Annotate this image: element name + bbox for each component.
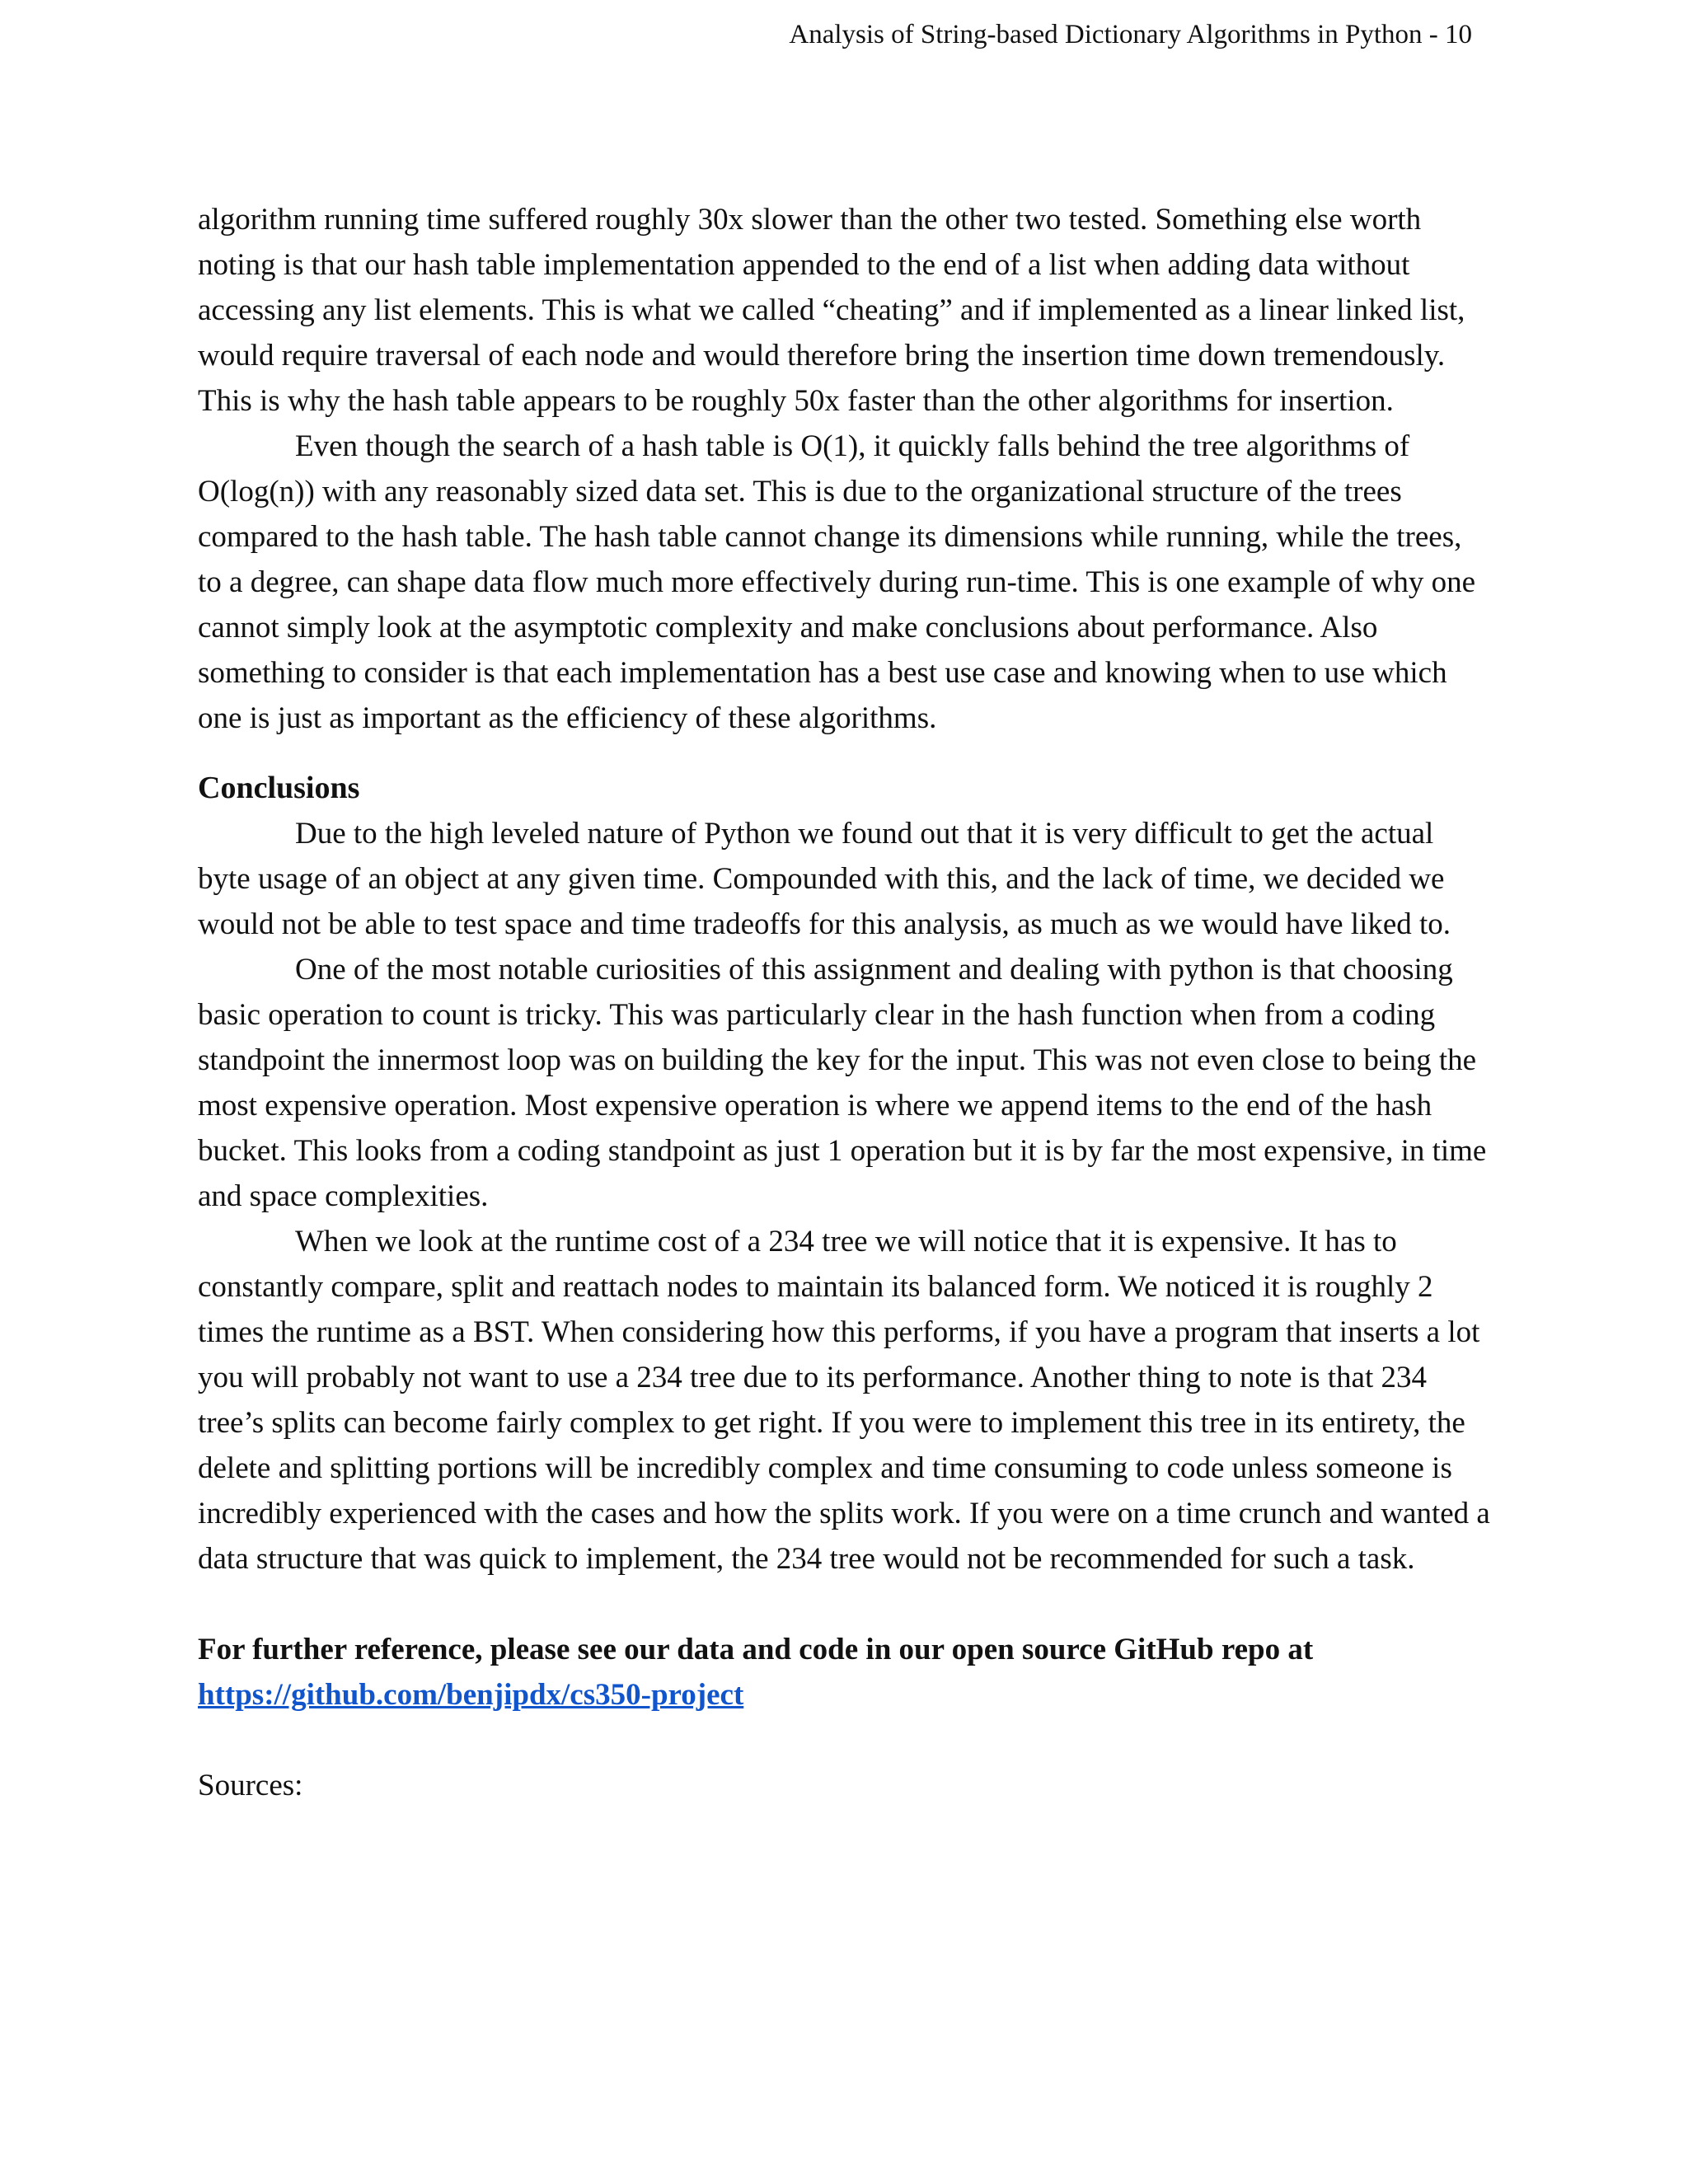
paragraph-conclusions-basic-operation: One of the most notable curiosities of this assignment and dealing with python is that choosing basic operation to count is tricky. This was particularly clear in the hash function when from a coding standpoint the innermost loop was on building the key for the input. This was not even close to being the most expensive operation. Most expensive operation is where we append items to the end of the hash bucket. This looks from a coding standpoint as just 1 operation but it is by far the most expensive, in time and space complexities. bbox=[198, 953, 1487, 1213]
paragraph-search-comparison: Even though the search of a hash table is O(1), it quickly falls behind the tree algorithms of O(log(n)) with any reasonably sized data set. This is due to the organizational structure of the trees compared to the hash table. The hash table cannot change its dimensions while running, while the trees, to a degree, can shape data flow much more effectively during run-time. This is one example of why one cannot simply look at the asymptotic complexity and make conclusions about performance. Also something to consider is that each implementation has a best use case and knowing when to use which one is just as important as the efficiency of these algorithms. bbox=[198, 429, 1476, 735]
paragraph-continuation: algorithm running time suffered roughly 30x slower than the other two tested. Something else worth noting is that our hash table implementation appended to the end of a list when adding data without accessing any list elements. This is what we called “cheating” and if implemented as a linear linked list, would require traversal of each node and would therefore bring the insertion time down tremendously. This is why the hash table appears to be roughly 50x faster than the other algorithms for insertion. bbox=[198, 203, 1465, 418]
further-reference bbox=[198, 1627, 1492, 1718]
paragraph-conclusions-python: Due to the high leveled nature of Python we found out that it is very difficult to get the actual byte usage of an object at any given time. Compounded with this, and the lack of time, we decided we would not be able to test space and time tradeoffs for this analysis, as much as we would have liked to. bbox=[198, 817, 1451, 941]
paragraph-conclusions-234-tree: When we look at the runtime cost of a 234 tree we will notice that it is expensive. It has to constantly compare, split and reattach nodes to maintain its balanced form. We noticed it is roughly 2 times the runtime as a BST. When considering how this performs, if you have a program that inserts a lot you will probably not want to use a 234 tree due to its performance. Another thing to note is that 234 tree’s splits can become fairly complex to get right. If you were to implement this tree in its entirety, the delete and splitting portions will be incredibly complex and time consuming to code unless someone is incredibly experienced with the cases and how the splits work. If you were on a time crunch and wanted a data structure that was quick to implement, the 234 tree would not be recommended for such a task. bbox=[198, 1225, 1490, 1576]
body-text bbox=[198, 197, 1492, 1808]
running-header: Analysis of String-based Dictionary Algorithms in Python - 10 bbox=[789, 20, 1472, 49]
conclusions-heading: Conclusions bbox=[198, 771, 360, 805]
repo-link[interactable]: https://github.com/benjipdx/cs350-project bbox=[198, 1678, 744, 1712]
further-reference-text: For further reference, please see our data and code in our open source GitHub repo at bbox=[198, 1633, 1314, 1666]
sources-label: Sources: bbox=[198, 1769, 303, 1802]
